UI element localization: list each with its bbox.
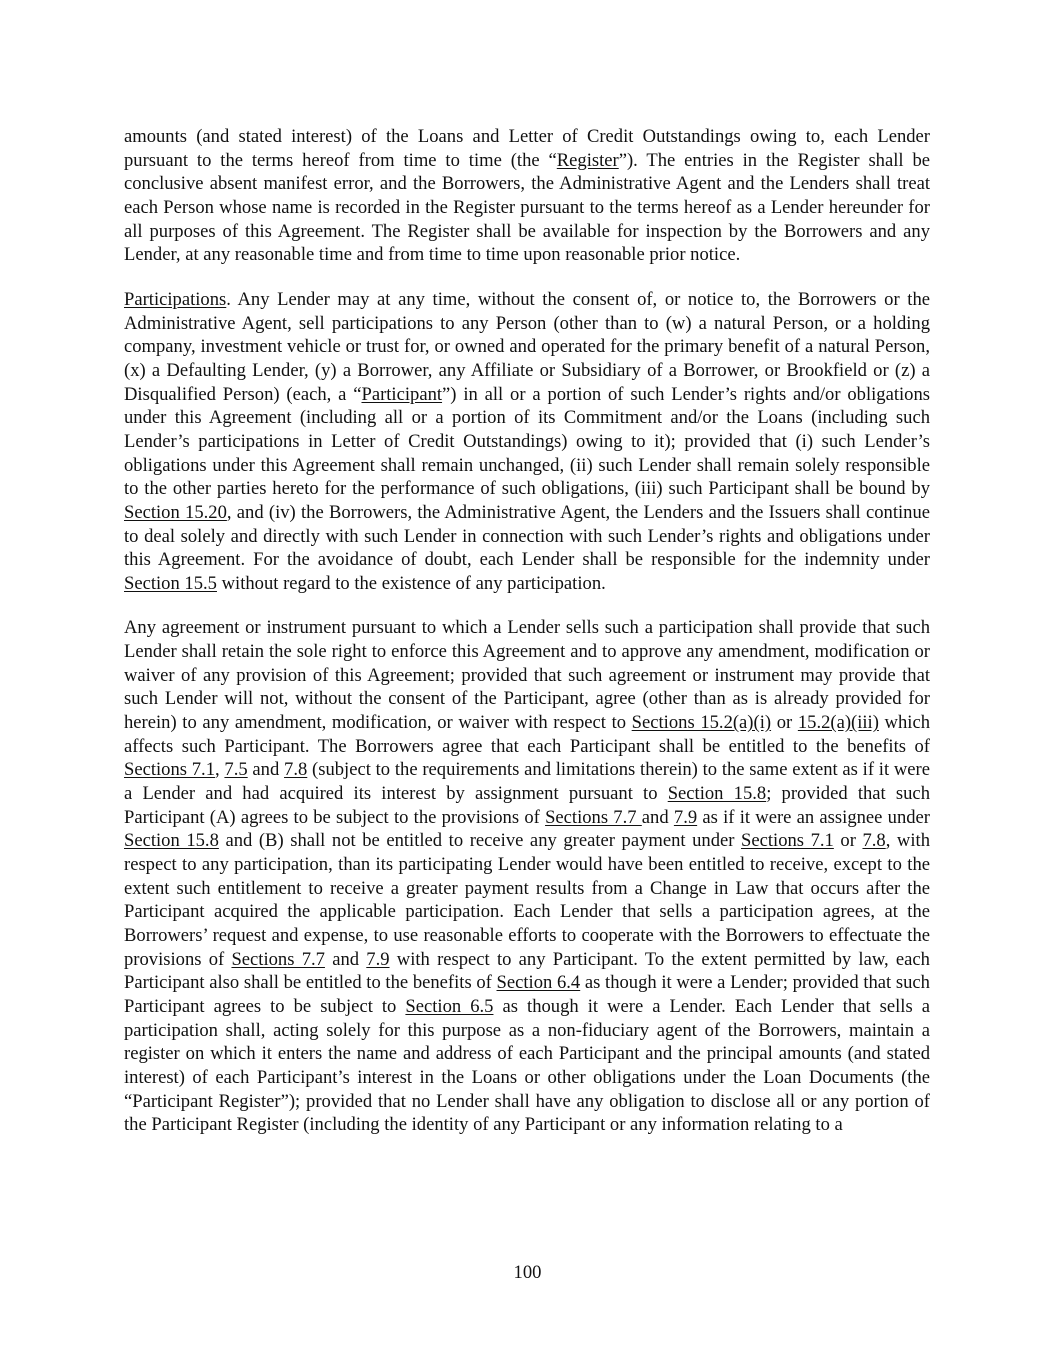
cross-reference: Sections 7.7 <box>231 948 325 970</box>
cross-reference: Sections 7.1 <box>124 759 216 781</box>
text-run: as if it were an assignee under <box>697 806 930 828</box>
cross-reference: Sections 7.1 <box>741 830 834 852</box>
text-run: , and (iv) the Borrowers, the Administrative Agent, the Lenders and the Issuers shall continue to deal solely and directly with such Lender in connection with such Lender’s rights and obligations under this Agreement. For the avoidance of doubt, each Lender shall be responsible for the indemnity under <box>124 501 930 571</box>
text-run: , <box>215 759 225 781</box>
cross-reference: Sections 15.2(a)(i) <box>631 712 772 734</box>
cross-reference: 7.9 <box>366 948 390 970</box>
cross-reference: Participant <box>361 383 443 405</box>
text-run: and <box>247 759 285 781</box>
cross-reference: Participations <box>124 288 227 310</box>
cross-reference: Section 15.8 <box>124 830 219 852</box>
cross-reference: Section 15.8 <box>667 783 767 805</box>
text-run: or <box>771 712 798 734</box>
text-run: , with respect to any participation, than its participating Lender would have been entitled to receive, except to the extent such entitlement to receive a greater payment results from a Change in Law that occurs after the Participant acquired the applicable participation. Each Lender that sells a participation agrees, at the Borrowers’ request and expense, to use reasonable efforts to cooperate with the Borrowers to effectuate the provisions of <box>124 830 930 970</box>
text-run: with respect to any Participant. To the extent permitted by law, each Participant also shall be entitled to the benefits of <box>124 948 930 994</box>
cross-reference: Sections 7.7 <box>545 806 642 828</box>
text-run: as though it were a Lender. Each Lender that sells a participation shall, acting solely for this purpose as a non-fiduciary agent of the Borrowers, maintain a register on which it enters the name and address of each Participant and the principal amounts (and stated interest) of each Participant’s interest in the Loans or other obligations under the Loan Documents (the “Participant Register”); provided that no Lender shall have any obligation to disclose all or any portion of the Participant Register (including the identity of any Participant or any information relating to a <box>124 995 930 1136</box>
text-run: ; provided that such Participant (A) agrees to be subject to the provisions of <box>124 783 930 828</box>
text-run: as though it were a Lender; provided that such Participant agrees to be subject to <box>124 972 930 1017</box>
text-run: amounts (and stated interest) of the Loans and Letter of Credit Outstandings owing to, each Lender pursuant to the terms hereof from time to time (the “ <box>124 126 930 171</box>
cross-reference: Section 15.5 <box>124 572 217 594</box>
text-run: ”) in all or a portion of such Lender’s rights and/or obligations under this Agreement (including all or a portion of its Commitment and/or the Loans (including such Lender’s participations in Letter of Credit Outstandings) owing to it); provided that (i) such Lender’s obligations under this Agreement shall remain unchanged, (ii) such Lender shall remain solely responsible to the other parties hereto for the performance of such obligations, (iii) such Participant shall be bound by <box>124 383 931 500</box>
cross-reference: Section 6.5 <box>405 995 494 1017</box>
paragraph-register <box>124 125 930 267</box>
text-run: (subject to the requirements and limitations therein) to the same extent as if it were a Lender and had acquired its interest by assignment pursuant to <box>124 759 930 805</box>
text-run: which affects such Participant. The Borrowers agree that each Participant shall be entitled to the benefits of <box>124 712 930 757</box>
cross-reference: Section 6.4 <box>496 972 581 994</box>
cross-reference: 7.8 <box>862 830 886 852</box>
cross-reference: Register <box>556 149 619 171</box>
paragraph-participation-agreement <box>124 616 930 1136</box>
paragraph-participations <box>124 288 930 596</box>
text-run: and <box>641 806 674 828</box>
cross-reference: Section 15.20 <box>124 501 227 523</box>
text-run: or <box>833 830 863 852</box>
text-run: and (B) shall not be entitled to receive any greater payment under <box>218 830 742 852</box>
cross-reference: 15.2(a)(iii) <box>797 712 879 734</box>
page-number: 100 <box>513 1262 542 1283</box>
text-run: and <box>324 948 367 970</box>
text-run: without regard to the existence of any participation. <box>216 572 606 594</box>
text-run: Any agreement or instrument pursuant to which a Lender sells such a participation shall provide that such Lender shall retain the sole right to enforce this Agreement and to approve any amendment, modification or waiver of any provision of this Agreement; provided that such agreement or instrument may provide that such Lender will not, without the consent of the Participant, agree (other than as is already provided for herein) to any amendment, modification, or waiver with respect to <box>124 617 930 734</box>
text-run: . Any Lender may at any time, without the consent of, or notice to, the Borrowers or the Administrative Agent, sell participations to any Person (other than to (w) a natural Person, or a holding company, investment vehicle or trust for, or owned and operated for the primary benefit of a natural Person, (x) a Defaulting Lender, (y) a Borrower, any Affiliate or Subsidiary of a Borrower, or Brookfield or (z) a Disqualified Person) (each, a “ <box>124 288 930 405</box>
cross-reference: 7.9 <box>673 806 698 828</box>
cross-reference: 7.5 <box>224 759 248 781</box>
text-run: ”). The entries in the Register shall be conclusive absent manifest error, and the Borrowers, the Administrative Agent and the Lenders shall treat each Person whose name is recorded in the Register pursuant to the terms hereof as a Lender hereunder for all purposes of this Agreement. The Register shall be available for inspection by the Borrowers and any Lender, at any reasonable time and from time to time upon reasonable prior notice. <box>124 149 930 266</box>
body-text <box>124 125 930 1137</box>
cross-reference: 7.8 <box>284 759 308 781</box>
